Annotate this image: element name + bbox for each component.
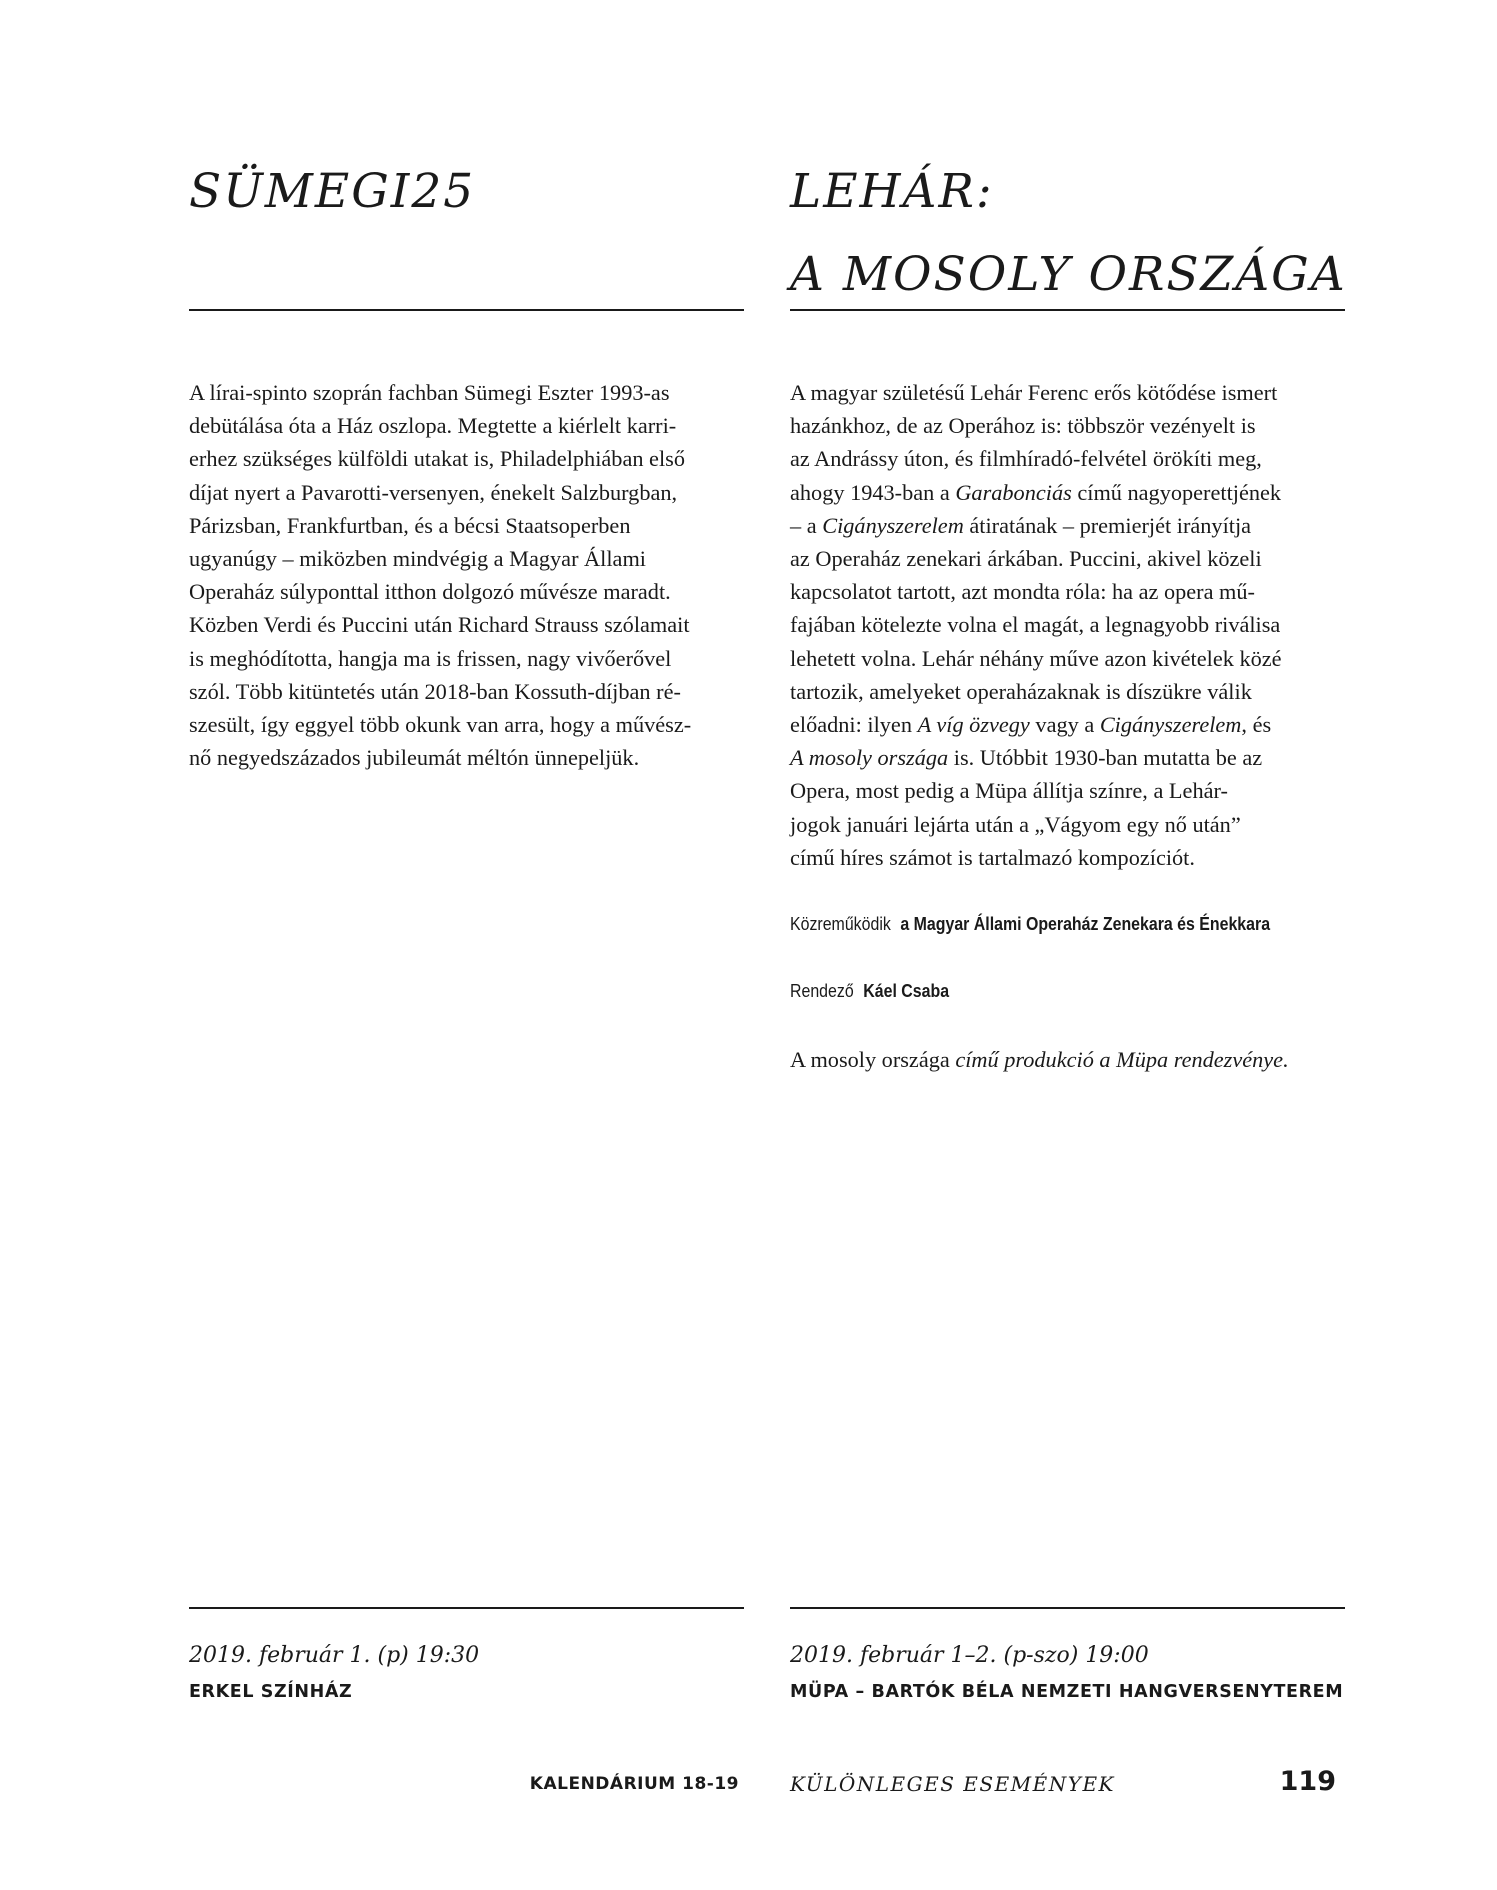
left-event-venue: ERKEL SZÍNHÁZ bbox=[189, 1682, 353, 1702]
left-footer-divider bbox=[189, 1607, 744, 1609]
right-footer-divider bbox=[790, 1607, 1345, 1609]
credit-role-label: Rendező bbox=[790, 980, 854, 1001]
credit-performers bbox=[790, 911, 1270, 937]
right-event-date: 2019. február 1–2. (p-szo) 19:00 bbox=[790, 1643, 1149, 1668]
right-event-description: A magyar születésű Lehár Ferenc erős kötődése ismert hazánkhoz, de az Operához is: többször vezényelt is az Andrássy úton, és filmhíradó-felvétel örökíti meg, ahogy 1943-ban a Garabonciás című nagyoperettjének – a Cigányszerelem átiratának – premierjét irányítja az Operaház zenekari árkában. Puccini, akivel közeli kapcsolatot tartott, azt mondta róla: ha az opera mű- fajában kötelezte volna el magát, a legnagyobb riválisa lehetett volna. Lehár néhány műve azon kivételek közé tartozik, amelyeket operaházaknak is díszükre válik előadni: ilyen A víg özvegy vagy a Cigányszerelem, és A mosoly országa is. Utóbbit 1930-ban mutatta be az Opera, most pedig a Müpa állítja színre, a Lehár- jogok januári lejárta után a „Vágyom egy nő után” című híres számot is tartalmazó kompozíciót. bbox=[790, 380, 1282, 870]
left-title-divider bbox=[189, 309, 744, 311]
publication-series-label: KALENDÁRIUM 18-19 bbox=[529, 1774, 739, 1794]
credit-director-name: Káel Csaba bbox=[863, 980, 950, 1001]
right-event-venue: MÜPA – BARTÓK BÉLA NEMZETI HANGVERSENYTEREM bbox=[790, 1682, 1344, 1702]
left-event-description: A lírai-spinto szoprán fachban Sümegi Eszter 1993-as debütálása óta a Ház oszlopa. Megtette a kiérlelt karri- erhez szükséges külföldi utakat is, Philadelphiában első díjat nyert a Pavarotti-versenyen, énekelt Salzburgban, Párizsban, Frankfurtban, és a bécsi Staatsoperben ugyanúgy – miközben mindvégig a Magyar Állami Operaház súlyponttal itthon dolgozó művésze maradt. Közben Verdi és Puccini után Richard Strauss szólamait is meghódította, hangja ma is frissen, nagy vivőerővel szól. Több kitüntetés után 2018-ban Kossuth-díjban ré- szesült, így eggyel több okunk van arra, hogy a művész- nő negyedszázados jubileumát méltón ünnepeljük. bbox=[189, 380, 692, 771]
production-note: A mosoly országa című produkció a Müpa rendezvénye. bbox=[790, 1047, 1289, 1072]
section-label: KÜLÖNLEGES ESEMÉNYEK bbox=[790, 1772, 1115, 1796]
left-event-title: SÜMEGI25 bbox=[189, 164, 476, 219]
right-title-divider bbox=[790, 309, 1345, 311]
credit-performers-name: a Magyar Állami Operaház Zenekara és Énekkara bbox=[900, 913, 1271, 934]
page-number: 119 bbox=[1279, 1766, 1336, 1797]
right-event-title: LEHÁR: A MOSOLY ORSZÁGA bbox=[790, 164, 1347, 302]
credit-role-label: Közreműködik bbox=[790, 913, 891, 934]
credit-director bbox=[790, 978, 949, 1004]
left-event-date: 2019. február 1. (p) 19:30 bbox=[189, 1643, 480, 1668]
